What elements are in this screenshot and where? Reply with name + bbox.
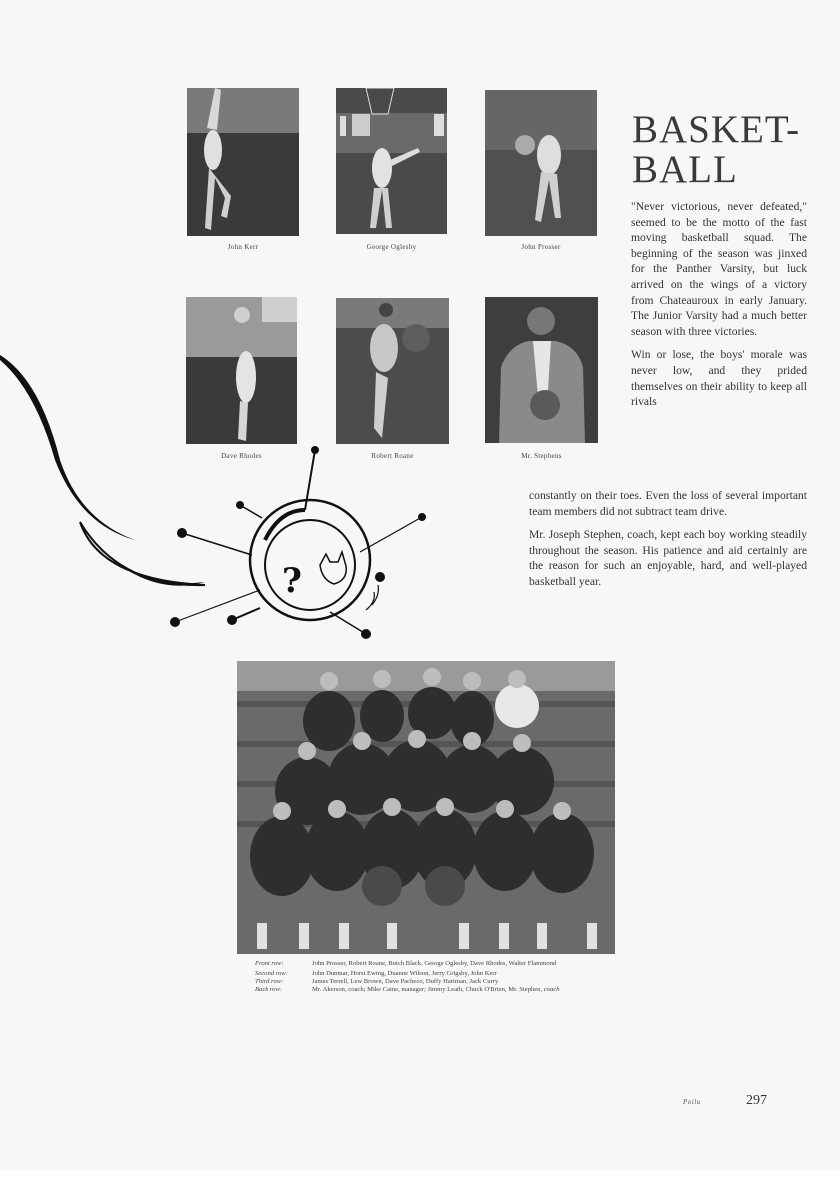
roster-row-label: Front row: (255, 960, 284, 967)
page-number: 297 (746, 1093, 767, 1108)
svg-text:?: ? (282, 561, 302, 601)
portrait-caption: George Oglesby (366, 243, 417, 251)
title-line-2: BALL (632, 148, 738, 191)
player-under-basket-photo (336, 88, 447, 234)
article-paragraph-continued: constantly on their toes. Even the loss of several important team members did not subtract team drive. (529, 489, 807, 518)
roster-row-names: John Prosser, Robert Roane, Butch Black, George Oglesby, Dave Rhodes, Walter Flammond (312, 960, 557, 967)
roster-row-names (312, 986, 600, 994)
portrait-photo-john-prosser (485, 90, 597, 236)
article-paragraph: "Never victorious, never defeated," seemed to be the motto of the fast moving basketball squad. The beginning of the season was jinxed for the Panther Varsity, but luck arrived on the wings of a victory from Chateauroux in early January. The Junior Varsity had a much better season with three victories. (631, 200, 807, 338)
roster-row-second (255, 970, 600, 978)
title-line-1: BASKET- (632, 108, 801, 151)
portrait-photo-mr-stephens (485, 297, 598, 443)
roster-row-front (255, 960, 600, 968)
portrait-caption: Mr. Stephens (521, 452, 562, 460)
portrait-caption: Robert Roane (371, 452, 414, 460)
article-column-narrow (631, 199, 807, 410)
portrait-photo-john-kerr (187, 88, 299, 236)
roster-row-third (255, 978, 600, 986)
article-paragraph: Mr. Joseph Stephen, coach, kept each boy working steadily throughout the season. His patience and aid certainly are the reason for such an enjoyable, hard, and well-played basketball year. (529, 528, 807, 588)
article-paragraph: Win or lose, the boys' morale was never low, and they prided themselves on their ability to keep all rivals (631, 348, 807, 409)
player-jump-shot-photo (187, 88, 299, 236)
roster-row-label: Second row: (255, 970, 288, 977)
page-bottom-edge (0, 1170, 840, 1181)
page-title (632, 110, 800, 190)
roster-back-suffix: coach (543, 986, 560, 993)
team-group-photo (237, 661, 615, 954)
roster-row-names: James Terrell, Lew Brown, Dave Pacheco, Duffy Hartman, Jack Curry (312, 978, 499, 985)
panther-basketball-doodle-icon (0, 340, 440, 640)
roster-row-back (255, 986, 600, 994)
roster-row-label: Back row: (255, 986, 283, 993)
team-photo (237, 661, 615, 954)
portrait-caption: John Prosser (521, 243, 561, 251)
player-passing-photo (485, 90, 597, 236)
roster-row-label: Third row: (255, 978, 284, 985)
portrait-caption: Dave Rhodes (221, 452, 262, 460)
portrait-photo-george-oglesby (336, 88, 447, 234)
portrait-caption: John Kerr (227, 243, 259, 251)
coach-holding-ball-photo (485, 297, 598, 443)
publication-name: Poilu (683, 1098, 701, 1106)
article-column-wide (529, 488, 807, 598)
team-roster (255, 960, 600, 994)
roster-row-names: John Dunmar, Horst Ewing, Duanne Wilson, Jerry Grigsby, John Kerr (312, 970, 497, 977)
roster-back-names: Mr. Akerson, coach; Mike Caine, manager; Jimmy Leath, Chuck O'Brien, Mr. Stephen, (312, 986, 543, 993)
